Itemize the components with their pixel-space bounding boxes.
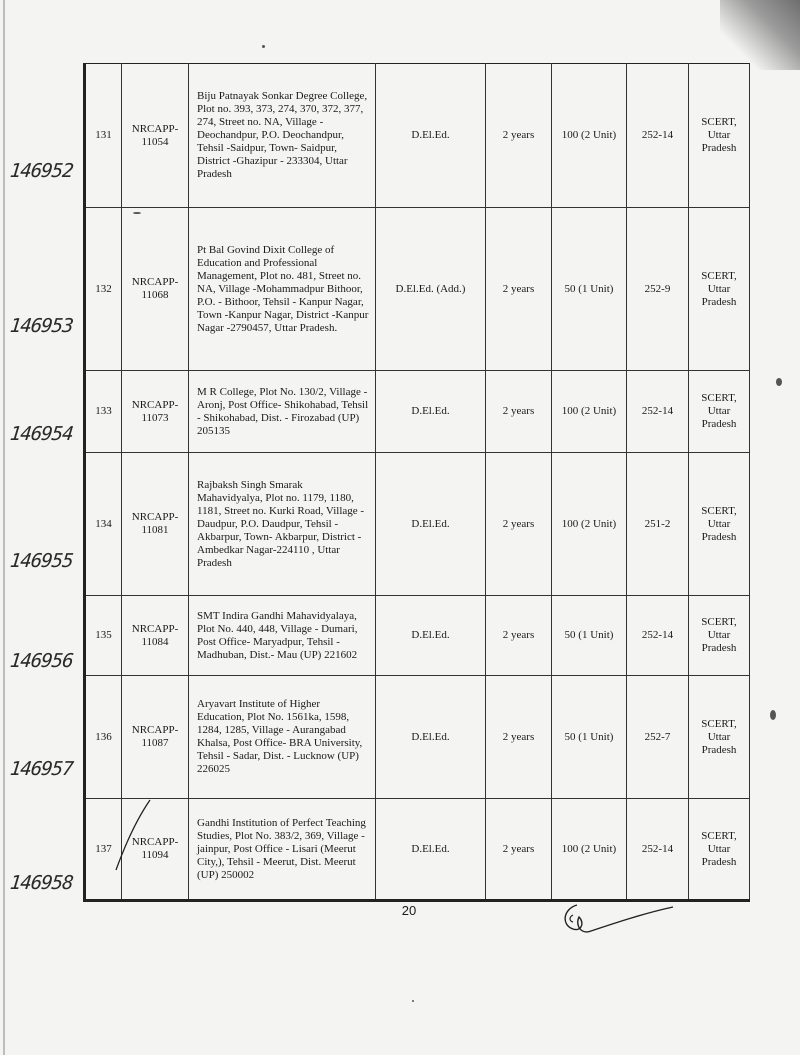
order-number: 252-14 (627, 64, 689, 208)
intake: 50 (1 Unit) (552, 676, 627, 799)
duration: 2 years (486, 799, 552, 901)
affiliating-authority: SCERT, Uttar Pradesh (689, 371, 750, 453)
institution-address: Pt Bal Govind Dixit College of Education and Professional Management, Plot no. 481, Street no. NA, Village -Mohammadpur Bithoor, P.O. - Bithoor, Tehsil - Kanpur Nagar, Town -Kanpur Nagar, District -Kanpur Nagar -2790457, Uttar Pradesh. (189, 208, 376, 371)
table-row (85, 676, 750, 799)
institution-address: SMT Indira Gandhi Mahavidyalaya, Plot No. 440, 448, Village - Dumari, Post Office- Maryadpur, Tehsil - Madhuban, Dist.- Mau (UP) 221602 (189, 596, 376, 676)
table-row (85, 596, 750, 676)
handwritten-number: 146954 (8, 423, 74, 445)
application-code: NRCAPP-11081 (122, 453, 189, 596)
affiliating-authority: SCERT, Uttar Pradesh (689, 208, 750, 371)
application-code: NRCAPP-11094 (122, 799, 189, 901)
intake: 50 (1 Unit) (552, 596, 627, 676)
intake: 100 (2 Unit) (552, 64, 627, 208)
order-number: 251-2 (627, 453, 689, 596)
table-row (85, 208, 750, 371)
course: D.El.Ed. (376, 371, 486, 453)
scan-speck (776, 378, 782, 386)
order-number: 252-9 (627, 208, 689, 371)
course: D.El.Ed. (376, 64, 486, 208)
institutions-table (83, 63, 750, 902)
serial-number: 131 (85, 64, 122, 208)
scan-speck (262, 45, 265, 48)
order-number: 252-14 (627, 799, 689, 901)
serial-number: 133 (85, 371, 122, 453)
order-number: 252-14 (627, 596, 689, 676)
handwritten-number: 146957 (8, 758, 74, 780)
application-code: NRCAPP-11073 (122, 371, 189, 453)
table-row (85, 371, 750, 453)
handwritten-number: 146955 (8, 550, 74, 572)
order-number: 252-7 (627, 676, 689, 799)
course: D.El.Ed. (376, 676, 486, 799)
affiliating-authority: SCERT, Uttar Pradesh (689, 676, 750, 799)
handwritten-slash-mark (110, 796, 155, 876)
handwritten-number: 146958 (8, 872, 74, 894)
serial-number: 136 (85, 676, 122, 799)
scan-corner-shadow (720, 0, 800, 70)
intake: 100 (2 Unit) (552, 799, 627, 901)
serial-number: 137 (85, 799, 122, 901)
course: D.El.Ed. (376, 799, 486, 901)
page-edge (3, 0, 5, 1055)
institution-address: Rajbaksh Singh Smarak Mahavidyalya, Plot no. 1179, 1180, 1181, Street no. Kurki Road, Village -Daudpur, P.O. Daudpur, Tehsil - Akbarpur, Town- Akbarpur, District -Ambedkar Nagar-224110 , Uttar Pradesh (189, 453, 376, 596)
application-code: NRCAPP-11054 (122, 64, 189, 208)
affiliating-authority: SCERT, Uttar Pradesh (689, 64, 750, 208)
page-number: 20 (401, 903, 417, 918)
scan-speck (412, 1000, 414, 1002)
institution-address: Gandhi Institution of Perfect Teaching Studies, Plot No. 383/2, 369, Village - jainpur, Post Office - Lisari (Meerut City,), Tehsil - Meerut, Dist. Meerut (UP) 250002 (189, 799, 376, 901)
handwritten-number: 146952 (8, 160, 74, 182)
duration: 2 years (486, 453, 552, 596)
order-number: 252-14 (627, 371, 689, 453)
application-code: NRCAPP-11087 (122, 676, 189, 799)
handwritten-number: 146956 (8, 650, 74, 672)
serial-number: 135 (85, 596, 122, 676)
application-code: NRCAPP-11084 (122, 596, 189, 676)
signature (555, 895, 675, 945)
institution-address: Aryavart Institute of Higher Education, Plot No. 1561ka, 1598, 1284, 1285, Village - Aurangabad Khalsa, Post Office- BRA University, Tehsil - Sadar, Dist. - Lucknow (UP) 226025 (189, 676, 376, 799)
affiliating-authority: SCERT, Uttar Pradesh (689, 799, 750, 901)
duration: 2 years (486, 596, 552, 676)
intake: 50 (1 Unit) (552, 208, 627, 371)
affiliating-authority: SCERT, Uttar Pradesh (689, 453, 750, 596)
table-row (85, 799, 750, 901)
duration: 2 years (486, 64, 552, 208)
course: D.El.Ed. (Add.) (376, 208, 486, 371)
application-code: NRCAPP-11068 (122, 208, 189, 371)
duration: 2 years (486, 676, 552, 799)
intake: 100 (2 Unit) (552, 371, 627, 453)
scan-speck (770, 710, 776, 720)
serial-number: 132 (85, 208, 122, 371)
duration: 2 years (486, 208, 552, 371)
institution-address: Biju Patnayak Sonkar Degree College, Plot no. 393, 373, 274, 370, 372, 377, 274, Street no. NA, Village - Deochandpur, P.O. Deochandpur, Tehsil -Saidpur, Town- Saidpur, District -Ghazipur - 233304, Uttar Pradesh (189, 64, 376, 208)
course: D.El.Ed. (376, 453, 486, 596)
serial-number: 134 (85, 453, 122, 596)
scan-speck (133, 212, 141, 214)
institution-address: M R College, Plot No. 130/2, Village - Aronj, Post Office- Shikohabad, Tehsil - Shikohabad, Dist. - Firozabad (UP) 205135 (189, 371, 376, 453)
duration: 2 years (486, 371, 552, 453)
handwritten-number: 146953 (8, 315, 74, 337)
table-row (85, 453, 750, 596)
table-row (85, 64, 750, 208)
intake: 100 (2 Unit) (552, 453, 627, 596)
affiliating-authority: SCERT, Uttar Pradesh (689, 596, 750, 676)
course: D.El.Ed. (376, 596, 486, 676)
